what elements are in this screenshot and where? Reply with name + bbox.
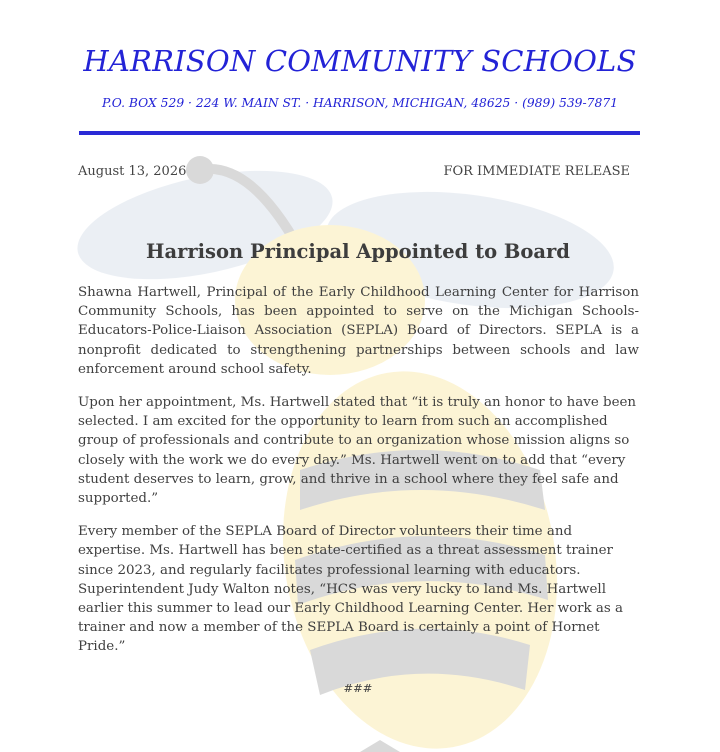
- letterhead-address: P.O. BOX 529 · 224 W. MAIN ST. · HARRISON, MICHIGAN, 48625 · (989) 539-7871: [102, 96, 618, 110]
- antenna: [200, 169, 300, 250]
- letterhead-title: HARRISON COMMUNITY SCHOOLS: [83, 44, 637, 78]
- release-date: August 13, 2026: [78, 164, 187, 179]
- release-label: FOR IMMEDIATE RELEASE: [443, 164, 630, 179]
- article-body: [78, 283, 639, 671]
- end-mark: ###: [343, 681, 373, 695]
- antenna-tip: [186, 156, 214, 184]
- paragraph-1: Shawna Hartwell, Principal of the Early Childhood Learning Center for Harrison Community Schools, has been appointed to serve on the Michigan Schools-Educators-Police-Liaison Association (SEPLA) Board of Directors. SEPLA is a nonprofit dedicated to strengthening partnerships between schools and law enforcement around school safety.: [78, 285, 639, 377]
- stinger: [360, 740, 400, 752]
- paragraph-3: Every member of the SEPLA Board of Director volunteers their time and expertise. Ms. Hartwell has been state-certified as a threat assessment trainer since 2023, and regularly facilitates professional learning with educators. Superintendent Judy Walton notes, “HCS was very lucky to land Ms. Hartwell earlier this summer to lead our Early Childhood Learning Center. Her work as a trainer and now a member of the SEPLA Board is certainly a point of Hornet Pride.”: [78, 524, 624, 655]
- headline: Harrison Principal Appointed to Board: [146, 240, 570, 263]
- letterhead-divider: [79, 131, 640, 135]
- paragraph-2: Upon her appointment, Ms. Hartwell stated that “it is truly an honor to have been selected. I am excited for the opportunity to learn from such an accomplished group of professionals and contribute to an organization whose mission aligns so closely with the work we do every day.” Ms. Hartwell went on to add that “every student deserves to learn, grow, and thrive in a school where they feel safe and supported.”: [78, 395, 637, 507]
